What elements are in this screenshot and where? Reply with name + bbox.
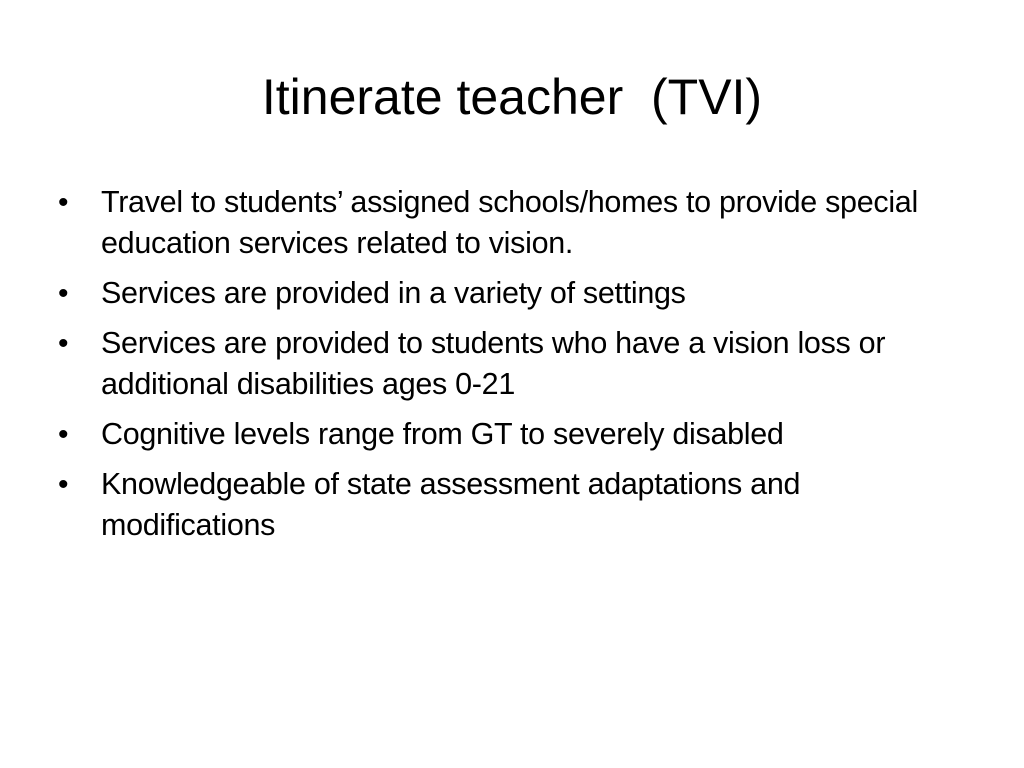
- bullet-item: [58, 323, 958, 405]
- slide-title: Itinerate teacher (TVI): [261, 69, 763, 125]
- bullet-icon: •: [58, 418, 69, 451]
- bullet-item: [58, 273, 958, 314]
- bullet-text: Cognitive levels range from GT to severely disabled: [101, 417, 784, 451]
- bullet-item: [58, 414, 958, 455]
- bullet-icon: •: [58, 186, 69, 219]
- bullet-text: Travel to students’ assigned schools/homes to provide special education services related to vision.: [101, 185, 918, 260]
- bullet-text: Services are provided in a variety of settings: [101, 276, 686, 310]
- bullet-text: Services are provided to students who have a vision loss or additional disabilities ages 0-21: [101, 326, 886, 401]
- bullet-list: [58, 182, 958, 555]
- bullet-icon: •: [58, 327, 69, 360]
- bullet-item: [58, 464, 958, 546]
- bullet-item: [58, 182, 958, 264]
- bullet-icon: •: [58, 468, 69, 501]
- bullet-text: Knowledgeable of state assessment adaptations and modifications: [101, 467, 801, 542]
- bullet-icon: •: [58, 277, 69, 310]
